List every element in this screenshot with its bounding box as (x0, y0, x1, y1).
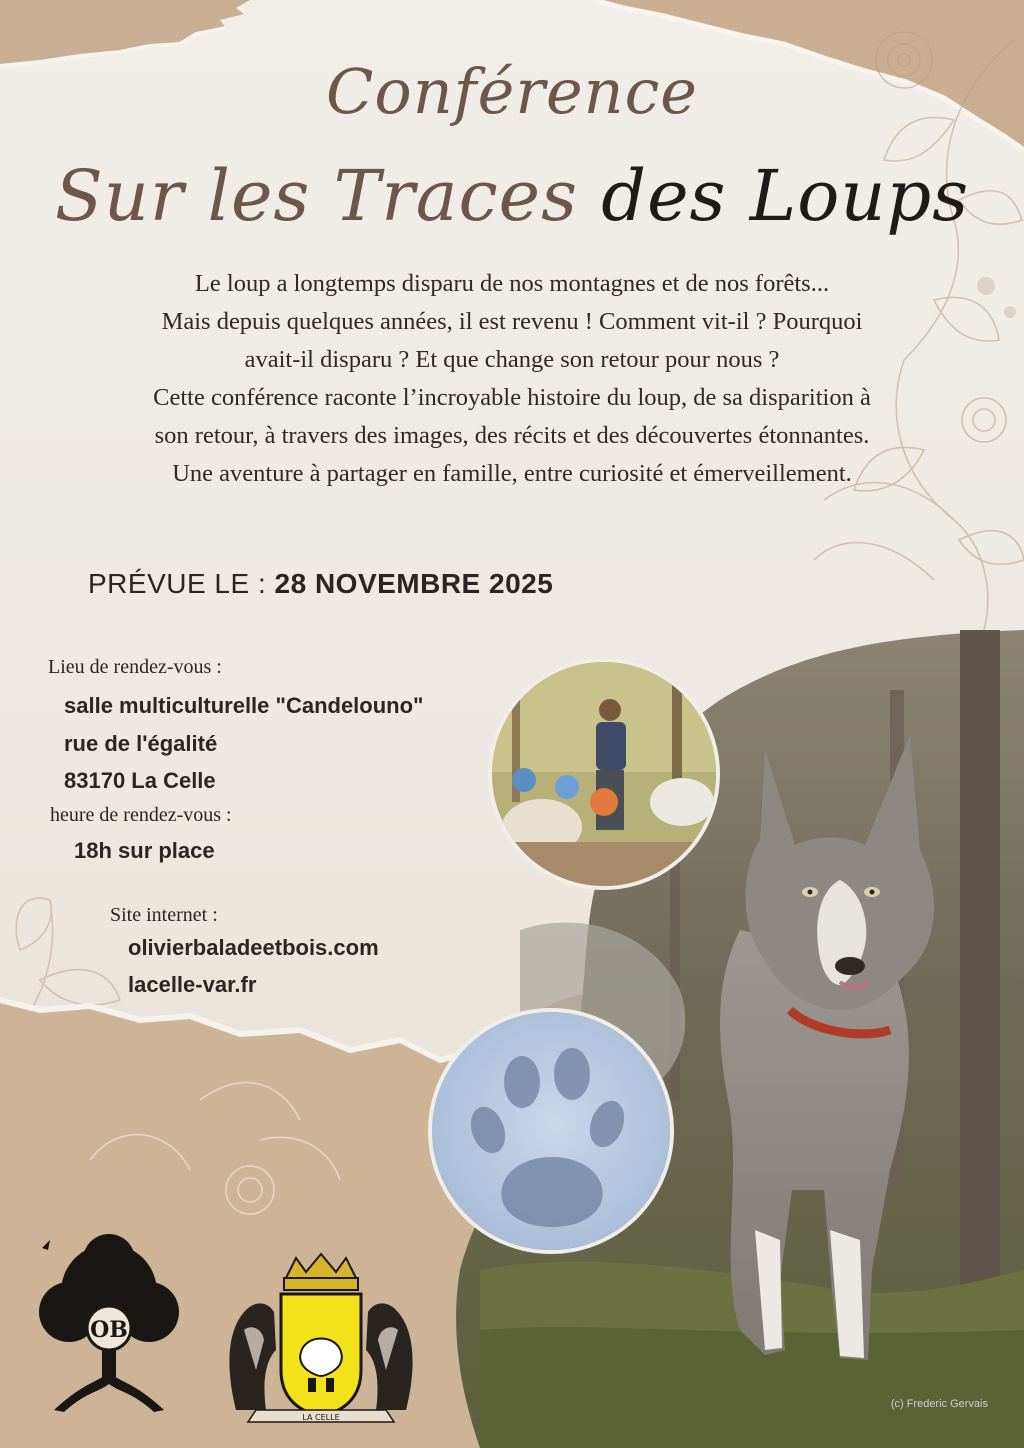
website-label: Site internet : (110, 904, 218, 926)
photo-credit: (c) Frederic Gervais (890, 1398, 988, 1410)
la-celle-coat-of-arms (196, 1250, 446, 1425)
venue-city: 83170 La Celle (64, 768, 216, 793)
venue-street: rue de l'égalité (64, 731, 218, 756)
intro-paragraph (50, 265, 974, 493)
title-line-1: Conférence (325, 55, 698, 128)
venue-name: salle multiculturelle "Candelouno" (64, 693, 424, 718)
event-date (88, 568, 553, 600)
intro-line: avait-il disparu ? Et que change son retour pour nous ? (244, 346, 780, 373)
time-label: heure de rendez-vous : (50, 804, 232, 826)
website-link-lacelle-var[interactable]: lacelle-var.fr (128, 972, 257, 997)
balade-et-bois-tree-logo (14, 1232, 204, 1422)
venue-label: Lieu de rendez-vous : (48, 656, 222, 678)
time-value: 18h sur place (74, 838, 215, 863)
coat-of-arms-banner: LA CELLE (302, 1413, 340, 1422)
intro-line: Le loup a longtemps disparu de nos montagnes et de nos forêts... (194, 270, 830, 297)
title-sur-les-traces: Sur les Traces (54, 155, 579, 237)
intro-line: Une aventure à partager en famille, entre curiosité et émerveillement. (172, 460, 852, 487)
tree-logo-monogram: OB (90, 1317, 128, 1343)
website-link-olivierbaladeetbois[interactable]: olivierbaladeetbois.com (128, 935, 379, 960)
intro-line: Mais depuis quelques années, il est revenu ! Comment vit-il ? Pourquoi (161, 308, 863, 335)
title-des-loups: des Loups (601, 155, 970, 237)
paw-print-photo (428, 1008, 674, 1254)
intro-line: Cette conférence raconte l’incroyable histoire du loup, de sa disparition à (153, 384, 871, 411)
intro-line: son retour, à travers des images, des récits et des découvertes étonnantes. (154, 422, 870, 449)
title-line-2 (0, 155, 1024, 237)
group-walk-photo (488, 658, 720, 890)
date-value: 28 NOVEMBRE 2025 (274, 568, 554, 599)
date-label: PRÉVUE LE : (88, 568, 267, 599)
